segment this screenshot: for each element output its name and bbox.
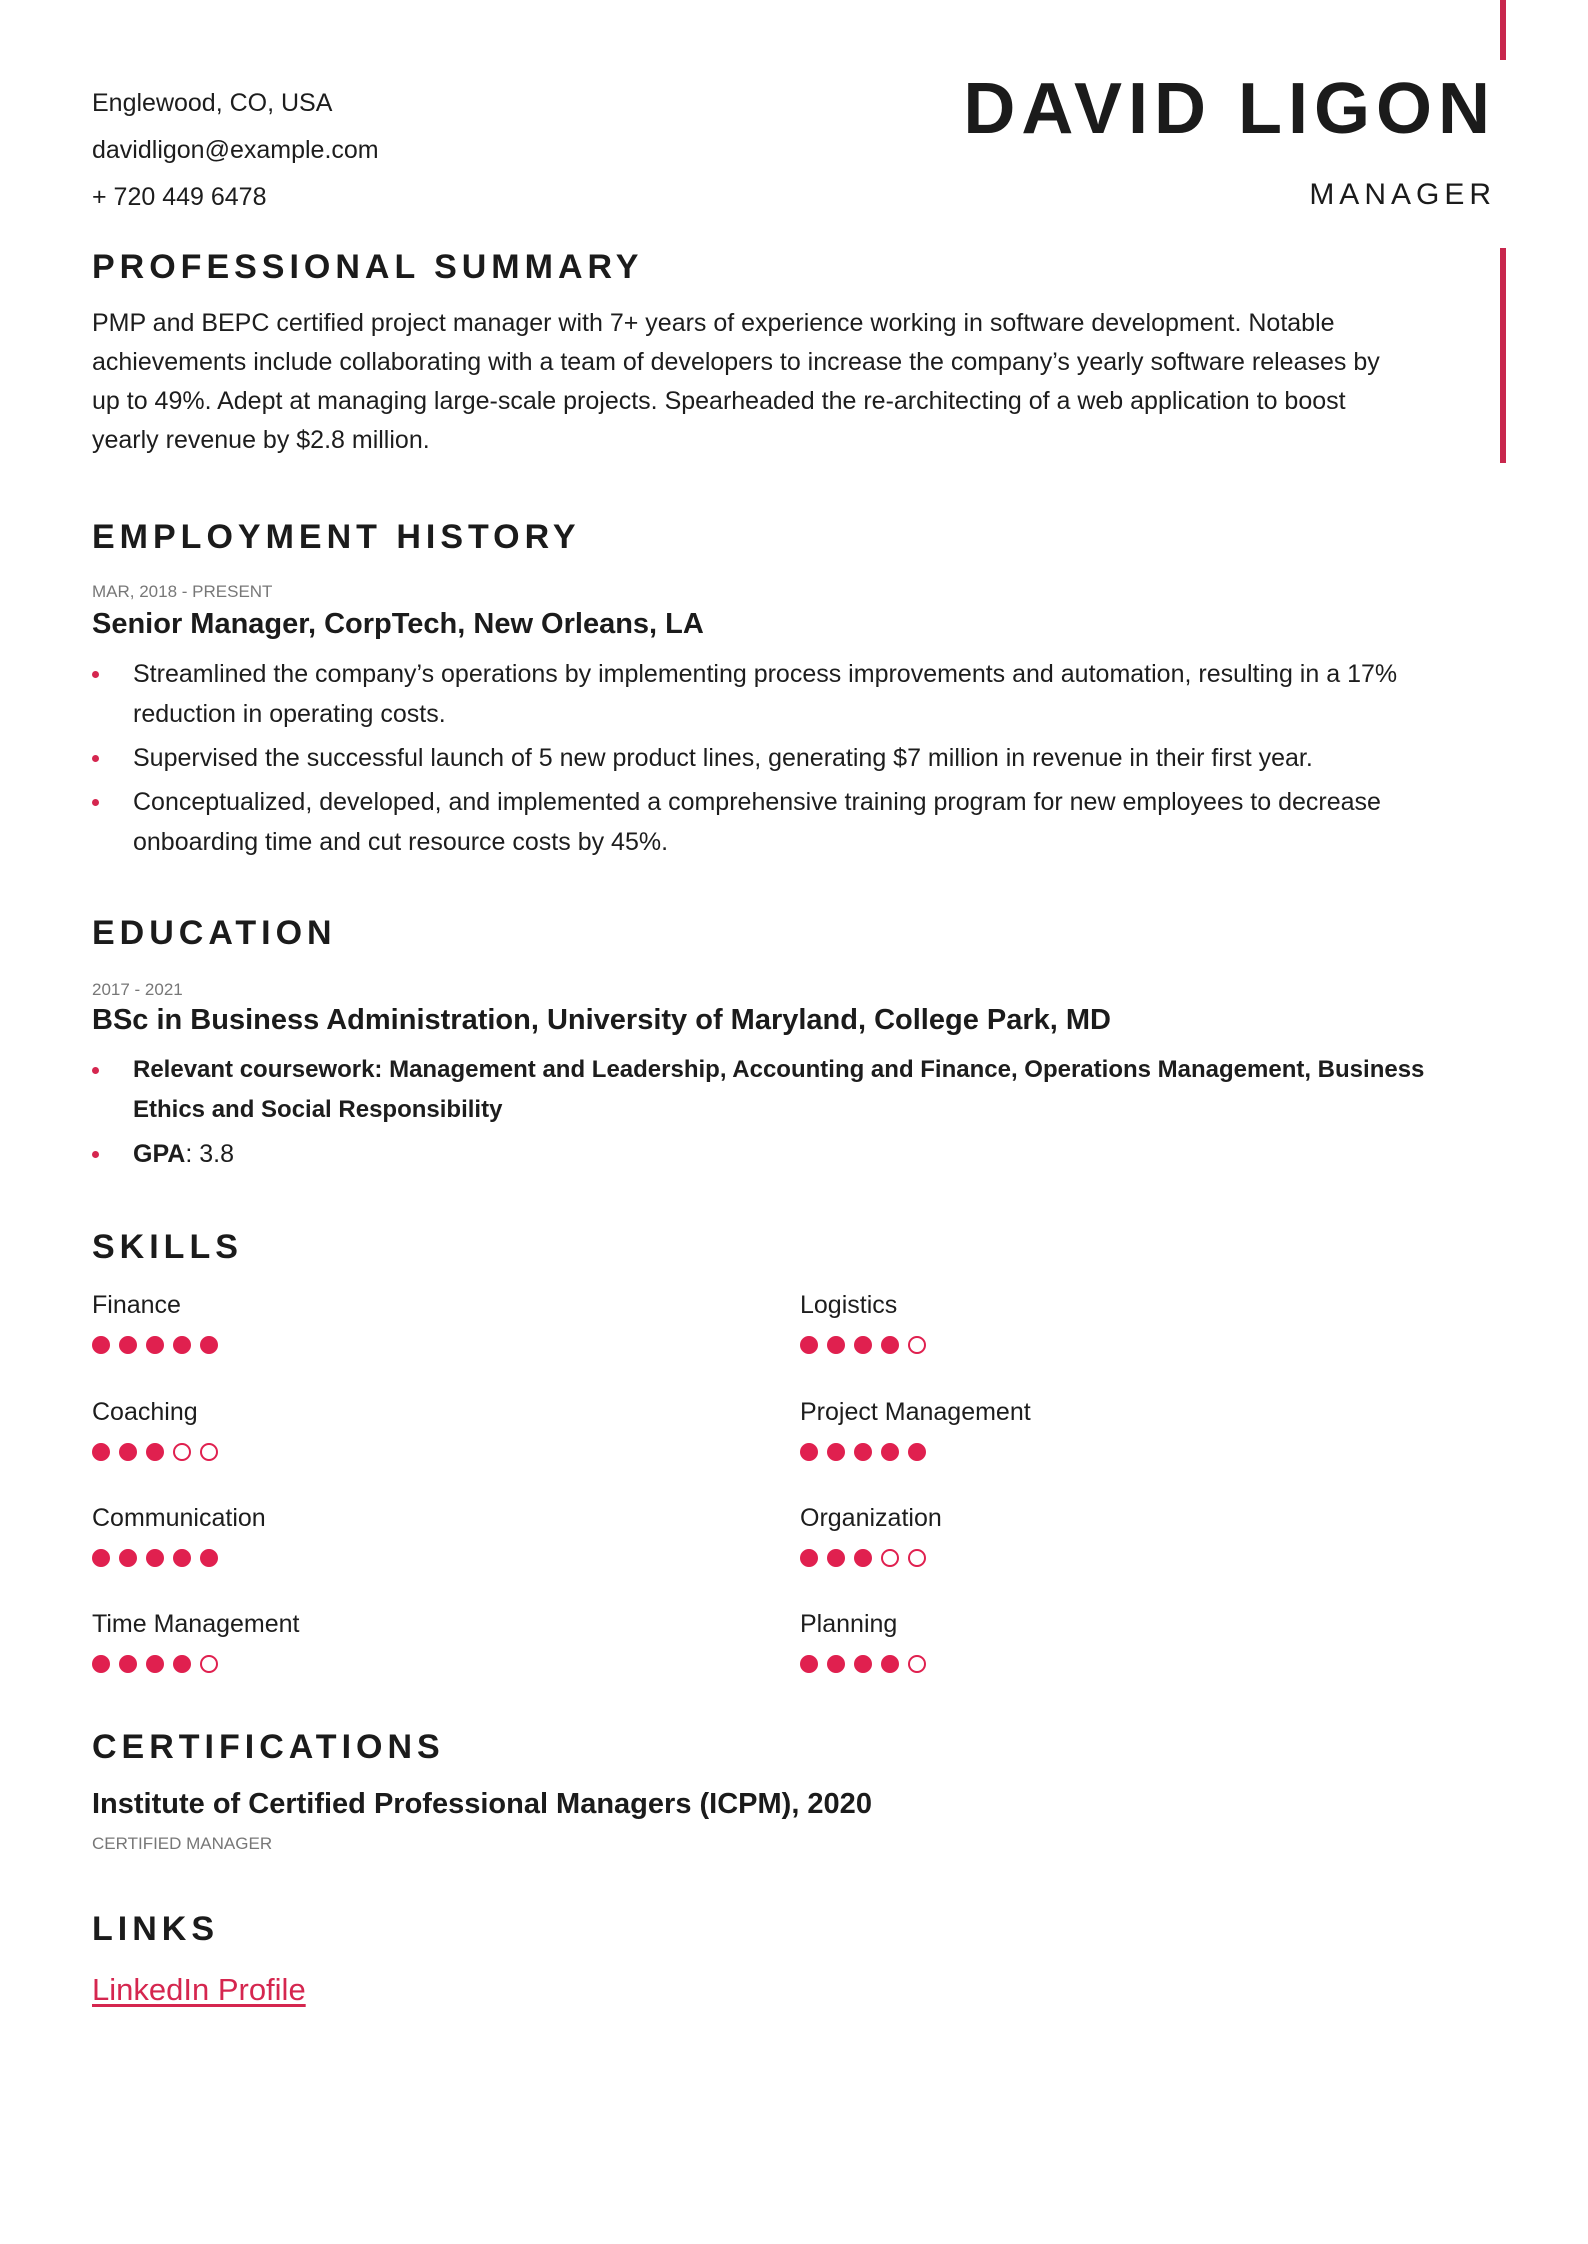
rating-dot-filled-icon <box>92 1336 110 1354</box>
rating-dot-filled-icon <box>146 1655 164 1673</box>
bullet-dot-icon <box>92 799 99 806</box>
skill-item <box>800 1397 1300 1463</box>
rating-dot-filled-icon <box>800 1443 818 1461</box>
rating-dot-filled-icon <box>800 1336 818 1354</box>
rating-dot-empty-icon <box>908 1336 926 1354</box>
rating-dot-filled-icon <box>173 1336 191 1354</box>
linkedin-profile-link[interactable]: LinkedIn Profile <box>92 1972 306 2007</box>
section-title-links: LINKS <box>92 1910 219 1948</box>
rating-dot-filled-icon <box>854 1655 872 1673</box>
section-title-summary: PROFESSIONAL SUMMARY <box>92 248 644 286</box>
section-title-skills: SKILLS <box>92 1228 243 1266</box>
bullet-dot-icon <box>92 755 99 762</box>
bullet-text: Streamlined the company’s operations by implementing process improvements and automation, resulting in a 17% reduction in operating costs. <box>133 660 1398 728</box>
rating-dot-filled-icon <box>827 1655 845 1673</box>
rating-dot-empty-icon <box>881 1549 899 1567</box>
rating-dot-filled-icon <box>908 1443 926 1461</box>
skill-rating <box>92 1336 592 1356</box>
list-item <box>92 782 1502 862</box>
skill-rating <box>92 1655 592 1675</box>
education-bullets <box>92 1050 1502 1178</box>
skill-rating <box>800 1443 1300 1463</box>
rating-dot-filled-icon <box>800 1549 818 1567</box>
rating-dot-filled-icon <box>827 1549 845 1567</box>
rating-dot-filled-icon <box>800 1655 818 1673</box>
rating-dot-filled-icon <box>854 1336 872 1354</box>
rating-dot-filled-icon <box>92 1443 110 1461</box>
accent-bar-top <box>1500 0 1506 60</box>
rating-dot-filled-icon <box>854 1443 872 1461</box>
contact-phone: + 720 449 6478 <box>92 183 267 211</box>
contact-location: Englewood, CO, USA <box>92 89 333 117</box>
summary-text: PMP and BEPC certified project manager with 7+ years of experience working in software development. Notable achievements include collaborating with a team of developers to increase the company’s yearly software releases by up to 49%. Adept at managing large-scale projects. Spearheaded the re-architecting of a web application to boost yearly revenue by $2.8 million. <box>92 309 1380 454</box>
skill-item <box>92 1290 592 1356</box>
list-item <box>92 1050 1502 1130</box>
bullet-dot-icon <box>92 1151 99 1158</box>
skill-item <box>92 1609 592 1675</box>
skill-item <box>800 1609 1300 1675</box>
candidate-name: DAVID LIGON <box>963 69 1496 149</box>
education-title: BSc in Business Administration, University of Maryland, College Park, MD <box>92 1004 1111 1036</box>
bullet-text: Conceptualized, developed, and implemented a comprehensive training program for new employees to decrease onboarding time and cut resource costs by 45%. <box>133 788 1381 856</box>
bullet-text: Supervised the successful launch of 5 new product lines, generating $7 million in revenue in their first year. <box>133 744 1313 772</box>
rating-dot-filled-icon <box>200 1336 218 1354</box>
skill-name: Project Management <box>800 1398 1031 1426</box>
education-dates: 2017 - 2021 <box>92 980 183 999</box>
skill-item <box>92 1397 592 1463</box>
skill-name: Time Management <box>92 1610 300 1638</box>
skill-rating <box>800 1549 1300 1569</box>
rating-dot-filled-icon <box>827 1336 845 1354</box>
job-bullets <box>92 654 1502 866</box>
rating-dot-filled-icon <box>119 1655 137 1673</box>
skill-rating <box>92 1443 592 1463</box>
skill-name: Coaching <box>92 1398 198 1426</box>
rating-dot-filled-icon <box>92 1655 110 1673</box>
rating-dot-filled-icon <box>881 1655 899 1673</box>
skill-item <box>800 1503 1300 1569</box>
list-item <box>92 738 1502 778</box>
skill-rating <box>92 1549 592 1569</box>
job-title: Senior Manager, CorpTech, New Orleans, LA <box>92 608 704 640</box>
skill-name: Logistics <box>800 1291 898 1319</box>
rating-dot-filled-icon <box>119 1443 137 1461</box>
list-item <box>92 654 1502 734</box>
rating-dot-filled-icon <box>92 1549 110 1567</box>
certification-title: Institute of Certified Professional Managers (ICPM), 2020 <box>92 1788 872 1820</box>
bullet-dot-icon <box>92 671 99 678</box>
rating-dot-filled-icon <box>881 1336 899 1354</box>
list-item <box>92 1134 1502 1174</box>
rating-dot-filled-icon <box>173 1549 191 1567</box>
rating-dot-empty-icon <box>200 1655 218 1673</box>
accent-bar-side <box>1500 248 1506 463</box>
skill-name: Organization <box>800 1504 942 1532</box>
section-title-education: EDUCATION <box>92 914 337 952</box>
rating-dot-filled-icon <box>827 1443 845 1461</box>
rating-dot-filled-icon <box>200 1549 218 1567</box>
rating-dot-empty-icon <box>200 1443 218 1461</box>
rating-dot-filled-icon <box>146 1336 164 1354</box>
skill-name: Finance <box>92 1291 181 1319</box>
certification-subtitle: CERTIFIED MANAGER <box>92 1834 273 1853</box>
bullet-dot-icon <box>92 1067 99 1074</box>
skill-rating <box>800 1655 1300 1675</box>
skill-item <box>92 1503 592 1569</box>
rating-dot-filled-icon <box>854 1549 872 1567</box>
job-dates: MAR, 2018 - PRESENT <box>92 582 273 601</box>
rating-dot-filled-icon <box>119 1336 137 1354</box>
skill-name: Communication <box>92 1504 266 1532</box>
gpa-label: GPA <box>133 1140 186 1168</box>
contact-email: davidligon@example.com <box>92 136 379 164</box>
rating-dot-filled-icon <box>119 1549 137 1567</box>
section-title-employment: EMPLOYMENT HISTORY <box>92 518 581 556</box>
rating-dot-empty-icon <box>173 1443 191 1461</box>
candidate-role: MANAGER <box>1309 178 1496 211</box>
rating-dot-filled-icon <box>173 1655 191 1673</box>
coursework-text: Relevant coursework: Management and Leadership, Accounting and Finance, Operations Management, Business Ethics and Social Responsibility <box>133 1056 1425 1123</box>
rating-dot-empty-icon <box>908 1549 926 1567</box>
skill-rating <box>800 1336 1300 1356</box>
rating-dot-empty-icon <box>908 1655 926 1673</box>
contact-block <box>92 80 379 221</box>
rating-dot-filled-icon <box>146 1443 164 1461</box>
section-title-certifications: CERTIFICATIONS <box>92 1728 445 1766</box>
rating-dot-filled-icon <box>146 1549 164 1567</box>
gpa-value: : 3.8 <box>185 1140 234 1168</box>
skill-name: Planning <box>800 1610 898 1638</box>
skill-item <box>800 1290 1300 1356</box>
rating-dot-filled-icon <box>881 1443 899 1461</box>
